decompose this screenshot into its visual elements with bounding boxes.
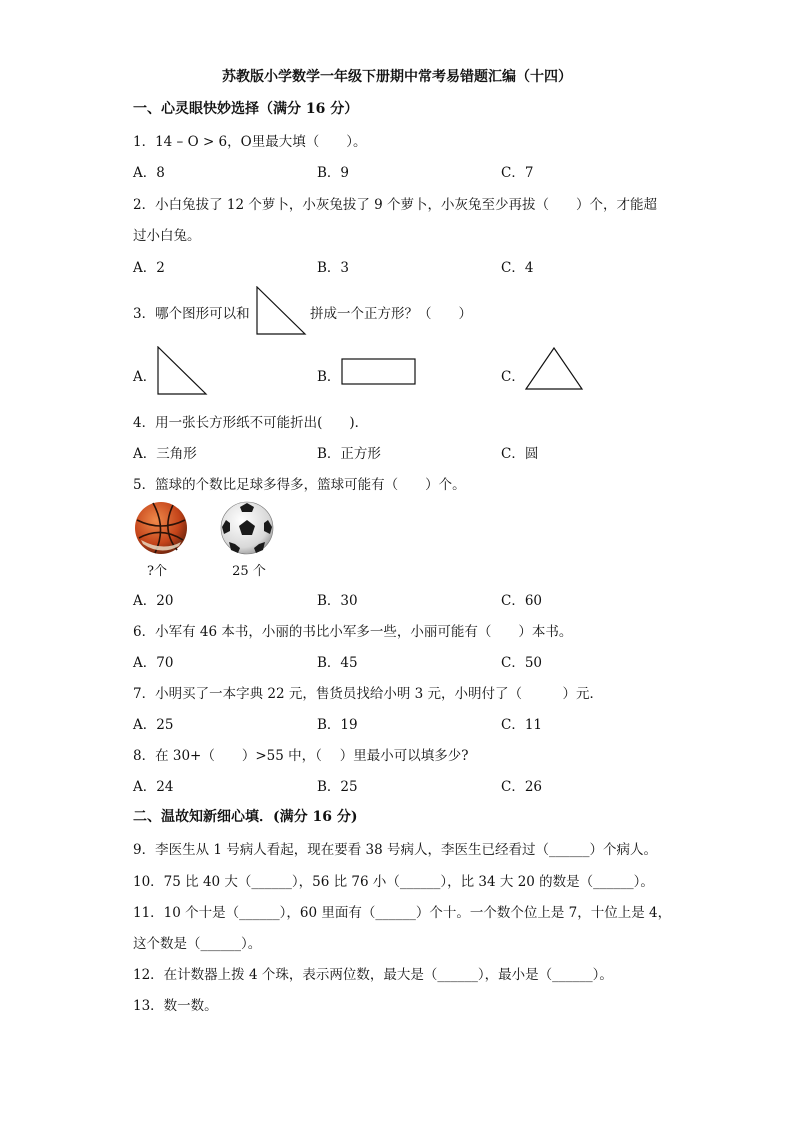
question-13: 13．数一数。 xyxy=(133,998,218,1014)
q5-option-c[interactable]: C．60 xyxy=(501,593,543,609)
q2-option-a[interactable]: A．2 xyxy=(133,260,165,276)
question-5: 5．篮球的个数比足球多得多，篮球可能有（ ）个。 xyxy=(133,477,466,493)
q1-option-c[interactable]: C．7 xyxy=(501,165,534,181)
section-2-heading: 二、温故知新细心填．(满分 16 分) xyxy=(133,809,358,825)
soccer-ball-count-label: 25 个 xyxy=(232,564,266,579)
q8-option-c[interactable]: C．26 xyxy=(501,779,543,795)
right-triangle-reference-icon xyxy=(256,286,308,336)
soccer-ball-icon xyxy=(219,500,275,556)
question-12: 12．在计数器上拨 4 个珠，表示两位数，最大是（______），最小是（______）。 xyxy=(133,967,613,983)
q5-option-a[interactable]: A．20 xyxy=(133,593,174,609)
q2-option-b[interactable]: B．3 xyxy=(317,260,350,276)
question-3-suffix: 拼成一个正方形？（ ） xyxy=(310,306,472,322)
q4-option-c[interactable]: C．圆 xyxy=(501,446,539,462)
q7-option-b[interactable]: B．19 xyxy=(317,717,358,733)
q3-option-b[interactable]: B． xyxy=(317,369,341,385)
q6-option-b[interactable]: B．45 xyxy=(317,655,358,671)
question-4: 4．用一张长方形纸不可能折出( )． xyxy=(133,415,369,431)
question-3-prefix: 3．哪个图形可以和 xyxy=(133,306,250,322)
q6-option-c[interactable]: C．50 xyxy=(501,655,543,671)
q5-option-b[interactable]: B．30 xyxy=(317,593,358,609)
question-10: 10．75 比 40 大（______），56 比 76 小（______），比 34 大 20 的数是（______）。 xyxy=(133,874,654,890)
q4-option-b[interactable]: B．正方形 xyxy=(317,446,381,462)
question-11-line-1: 11．10 个十是（______），60 里面有（______）个十。一个数个位上是 7，十位上是 4， xyxy=(133,905,672,921)
q2-option-c[interactable]: C．4 xyxy=(501,260,534,276)
q7-option-c[interactable]: C．11 xyxy=(501,717,543,733)
isosceles-triangle-option-icon[interactable] xyxy=(525,347,585,391)
basketball-count-label: ?个 xyxy=(147,564,167,579)
question-11-line-2: 这个数是（______）。 xyxy=(133,936,262,952)
question-9: 9．李医生从 1 号病人看起，现在要看 38 号病人，李医生已经看过（______）个病人。 xyxy=(133,842,658,858)
q1-option-b[interactable]: B．9 xyxy=(317,165,350,181)
question-1: 1．14 – O > 6，O里最大填（ ）。 xyxy=(133,134,367,150)
section-1-heading: 一、心灵眼快妙选择（满分 16 分） xyxy=(133,101,359,117)
q8-option-b[interactable]: B．25 xyxy=(317,779,358,795)
question-2-line-2: 过小白兔。 xyxy=(133,228,201,244)
question-8: 8．在 30+（ ）>55 中，（ ）里最小可以填多少? xyxy=(133,748,469,764)
right-triangle-option-icon[interactable] xyxy=(157,346,209,396)
q6-option-a[interactable]: A．70 xyxy=(133,655,174,671)
q4-option-a[interactable]: A．三角形 xyxy=(133,446,197,462)
question-7: 7．小明买了一本字典 22 元，售货员找给小明 3 元，小明付了（ ）元． xyxy=(133,686,604,702)
q1-option-a[interactable]: A．8 xyxy=(133,165,165,181)
question-6: 6．小军有 46 本书，小丽的书比小军多一些，小丽可能有（ ）本书。 xyxy=(133,624,573,640)
q3-option-a[interactable]: A． xyxy=(133,369,157,385)
rectangle-option-icon[interactable] xyxy=(341,358,417,386)
question-2-line-1: 2．小白兔拔了 12 个萝卜，小灰兔拔了 9 个萝卜，小灰兔至少再拔（ ）个，才能超 xyxy=(133,197,658,213)
q3-option-c[interactable]: C． xyxy=(501,369,525,385)
basketball-icon xyxy=(133,500,189,556)
q8-option-a[interactable]: A．24 xyxy=(133,779,174,795)
page-title: 苏教版小学数学一年级下册期中常考易错题汇编（十四） xyxy=(222,69,572,85)
q7-option-a[interactable]: A．25 xyxy=(133,717,174,733)
